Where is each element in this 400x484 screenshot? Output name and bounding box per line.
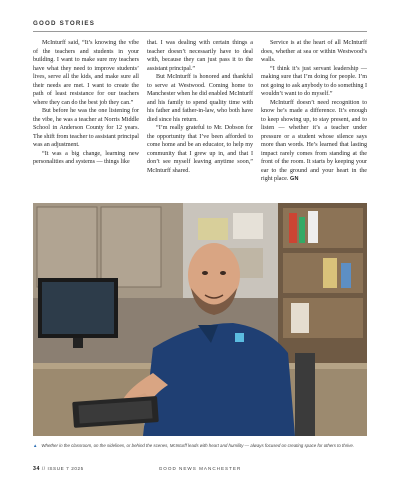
paragraph: But McInturff is honored and thankful to serve at Westwood. Coming home to Manchester when he did enabled McInturff and his family to spend quality time with his father and father-in-law, who both have died since his return. xyxy=(147,74,253,123)
paragraph: “It was a big change, learning new personalities and systems — things like xyxy=(33,150,139,165)
photo-caption xyxy=(33,443,367,448)
feature-photo xyxy=(33,203,367,436)
office-portrait-illustration xyxy=(33,203,367,436)
issue-label: // ISSUE 7 2025 xyxy=(41,466,84,471)
section-label: GOOD STORIES xyxy=(33,20,96,27)
paragraph: that. I was dealing with certain things a teacher doesn’t necessarily have to deal with, because they can just pass it to the assistant principal.” xyxy=(147,40,253,72)
paragraph: Service is at the heart of all McInturff does, whether at sea or within Westwood’s walls. xyxy=(261,40,367,63)
column-1 xyxy=(33,39,139,194)
paragraph xyxy=(261,99,367,184)
signoff-mark: GN xyxy=(289,176,299,182)
paragraph: “I think it’s just servant leadership — making sure that I’m doing for people. I’m not going to ask anybody to do something I wouldn’t want to do myself.” xyxy=(261,65,367,97)
header-rule xyxy=(33,31,367,32)
publication-name: GOOD NEWS MANCHESTER xyxy=(158,466,242,471)
paragraph: But before he was the one listening for the vibe, he was a teacher at Norris Middle School in Anderson County for 12 years. The shift from teacher to assistant principal was an adjustment. xyxy=(33,108,139,148)
paragraph: McInturff said, “It’s knowing the vibe of the teachers and students in your building. I want to make sure my teachers have what they need to improve students’ lives, serve all the kids, and make sure all their needs are met. I want to create the path of least resistance for our teachers where they can do the best job they can.” xyxy=(33,40,139,106)
paragraph: “I’m really grateful to Mr. Dobson for the opportunity that I’ve been afforded to come home and be an educator, to help my community that I grew up in, and that I don’t see myself leaving anytime soon,” McInturff shared. xyxy=(147,125,253,174)
caption-text: Whether in the classroom, on the sidelines, or behind the scenes, McInturff leads with heart and humility — always focused on creating space for others to thrive. xyxy=(41,443,354,448)
column-3 xyxy=(261,39,367,194)
paragraph-text: McInturff doesn’t need recognition to know he’s made a difference. It’s enough to keep showing up, to stay present, and to listen — whether it’s a teacher under pressure or a student whose silence says more than words. He’s learned that lasting impact rarely comes from standing at the front of the room. It starts by keeping your ear to the ground and your heart in the right place. xyxy=(261,99,367,182)
page-number: 34 xyxy=(33,466,40,472)
triangle-bullet-icon: ▲ xyxy=(33,443,38,448)
article-body xyxy=(33,39,367,194)
column-2 xyxy=(147,39,253,194)
